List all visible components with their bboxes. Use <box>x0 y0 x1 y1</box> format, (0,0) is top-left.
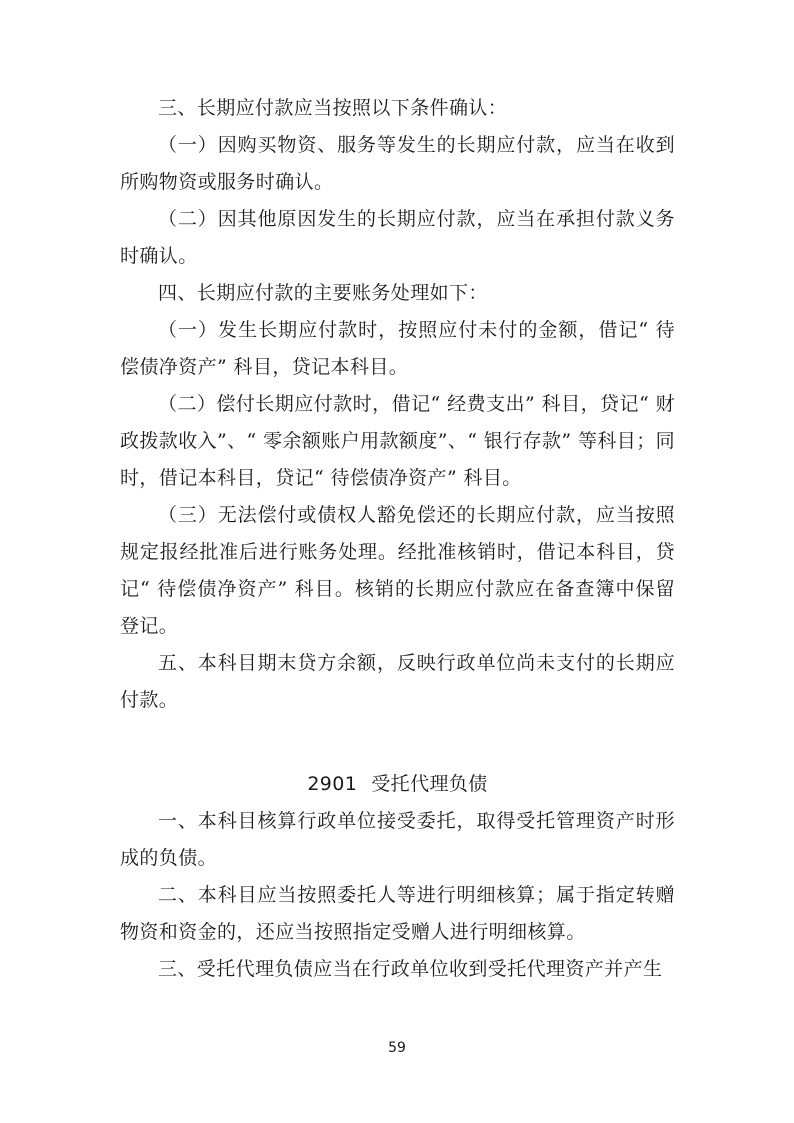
page-number: 59 <box>388 1040 406 1056</box>
paragraph-3-recognition: 三、长期应付款应当按照以下条件确认： <box>158 97 508 119</box>
paragraph-4-1: （一）发生长期应付款时，按照应付未付的金额，借记“ 待偿债净资产” 科目，贷记本科目。 <box>120 319 675 378</box>
paragraph-2901-3: 三、受托代理负债应当在行政单位收到受托代理资产并产生 <box>158 958 663 980</box>
paragraph-2901-2: 二、本科目应当按照委托人等进行明细核算；属于指定转赠物资和资金的，还应当按照指定受赠人进行明细核算。 <box>120 884 675 943</box>
paragraph-4-2: （二）偿付长期应付款时，借记“ 经费支出” 科目，贷记“ 财政拨款收入”、“ 零余额账户用款额度”、“ 银行存款” 等科目；同时，借记本科目，贷记“ 待偿债净资产” 科目。 <box>120 393 675 489</box>
paragraph-3-2: （二）因其他原因发生的长期应付款，应当在承担付款义务时确认。 <box>120 208 675 267</box>
paragraph-4-3: （三）无法偿付或债权人豁免偿还的长期应付款，应当按照规定报经批准后进行账务处理。经批准核销时，借记本科目，贷记“ 待偿债净资产” 科目。核销的长期应付款应在备查簿中保留登记。 <box>120 504 675 637</box>
paragraph-2901-1: 一、本科目核算行政单位接受委托，取得受托管理资产时形成的负债。 <box>120 810 675 869</box>
section-heading <box>120 766 675 803</box>
paragraph-5-balance: 五、本科目期末贷方余额，反映行政单位尚未支付的长期应付款。 <box>120 652 675 711</box>
section-title: 受托代理负债 <box>371 773 488 795</box>
paragraph-3-1: （一）因购买物资、服务等发生的长期应付款，应当在收到所购物资或服务时确认。 <box>120 134 675 193</box>
section-code: 2901 <box>307 773 358 795</box>
document-body <box>120 90 675 988</box>
paragraph-4-accounting: 四、长期应付款的主要账务处理如下： <box>158 282 488 304</box>
